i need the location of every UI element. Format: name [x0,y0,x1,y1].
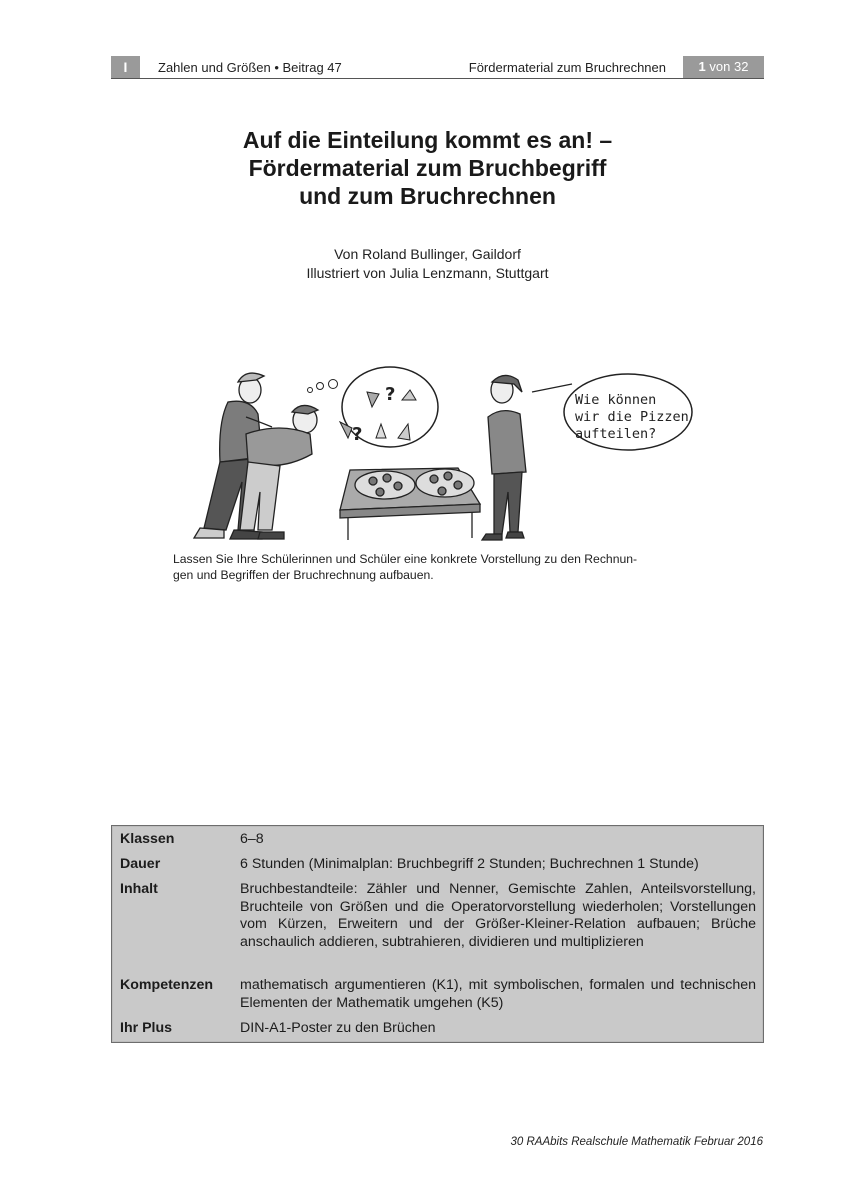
info-value: DIN-A1-Poster zu den Brüchen [240,1020,436,1036]
page-total: von 32 [705,59,749,74]
speech-line-2: wir die Pizzen [575,409,689,425]
speech-bubble [532,374,692,450]
page-number [683,56,764,78]
caption-line-1: Lassen Sie Ihre Schülerinnen und Schüler eine konkrete Vorstellung zu den Rechnun- [173,552,638,566]
info-label: Dauer [120,856,161,872]
info-label: Ihr Plus [120,1020,173,1036]
series-label: Zahlen und Größen • Beitrag 47 [158,60,342,75]
info-label: Inhalt [120,881,158,897]
title-line-3: und zum Bruchrechnen [299,183,556,209]
info-value: 6 Stunden (Minimalplan: Bruchbegriff 2 Stunden; Buchrechnen 1 Stunde) [240,856,699,872]
illustrator: Illustriert von Julia Lenzmann, Stuttgart [306,265,549,281]
info-box [111,825,764,1043]
table-with-pizzas [340,468,480,540]
info-value: 6–8 [240,831,264,847]
info-label: Kompetenzen [120,977,214,993]
page-title [0,126,855,210]
info-label: Klassen [120,831,175,847]
question-mark: ? [385,384,396,405]
page-current: 1 [698,59,706,74]
speech-line-3: aufteilen? [575,426,657,442]
topic-label: Fördermaterial zum Bruchrechnen [468,60,666,75]
running-header [111,56,764,79]
info-value: Bruchbestandteile: Zähler und Nenner, Gemischte Zahlen, Anteilsvorstellung, Bruchteile von Größen und die Operatorvorstellung wiederholen; Vorstellungen vom Kürzen, Erweitern und der Größer-Kleiner-Relation aufbauen; Brüche anschaulich addieren, subtrahieren, dividieren und multiplizieren [240,881,756,950]
girl-figure [482,375,526,540]
author: Von Roland Bullinger, Gaildorf [334,246,521,262]
thought-bubble [308,367,439,447]
page-footer: 30 RAAbits Realschule Mathematik Februar 2016 [510,1136,763,1148]
byline [0,245,855,283]
info-value: mathematisch argumentieren (K1), mit symbolischen, formalen und technischen Elementen der Mathematik umgehen (K5) [240,977,756,1011]
speech-line-1: Wie können [575,392,657,408]
illustration-caption [173,551,703,583]
title-line-2: Fördermaterial zum Bruchbegriff [248,155,607,181]
illustration [180,362,710,547]
section-marker: I [111,56,140,78]
caption-line-2: gen und Begriffen der Bruchrechnung aufbauen. [173,568,434,582]
title-line-1: Auf die Einteilung kommt es an! – [242,127,613,153]
question-mark: ? [352,424,363,445]
